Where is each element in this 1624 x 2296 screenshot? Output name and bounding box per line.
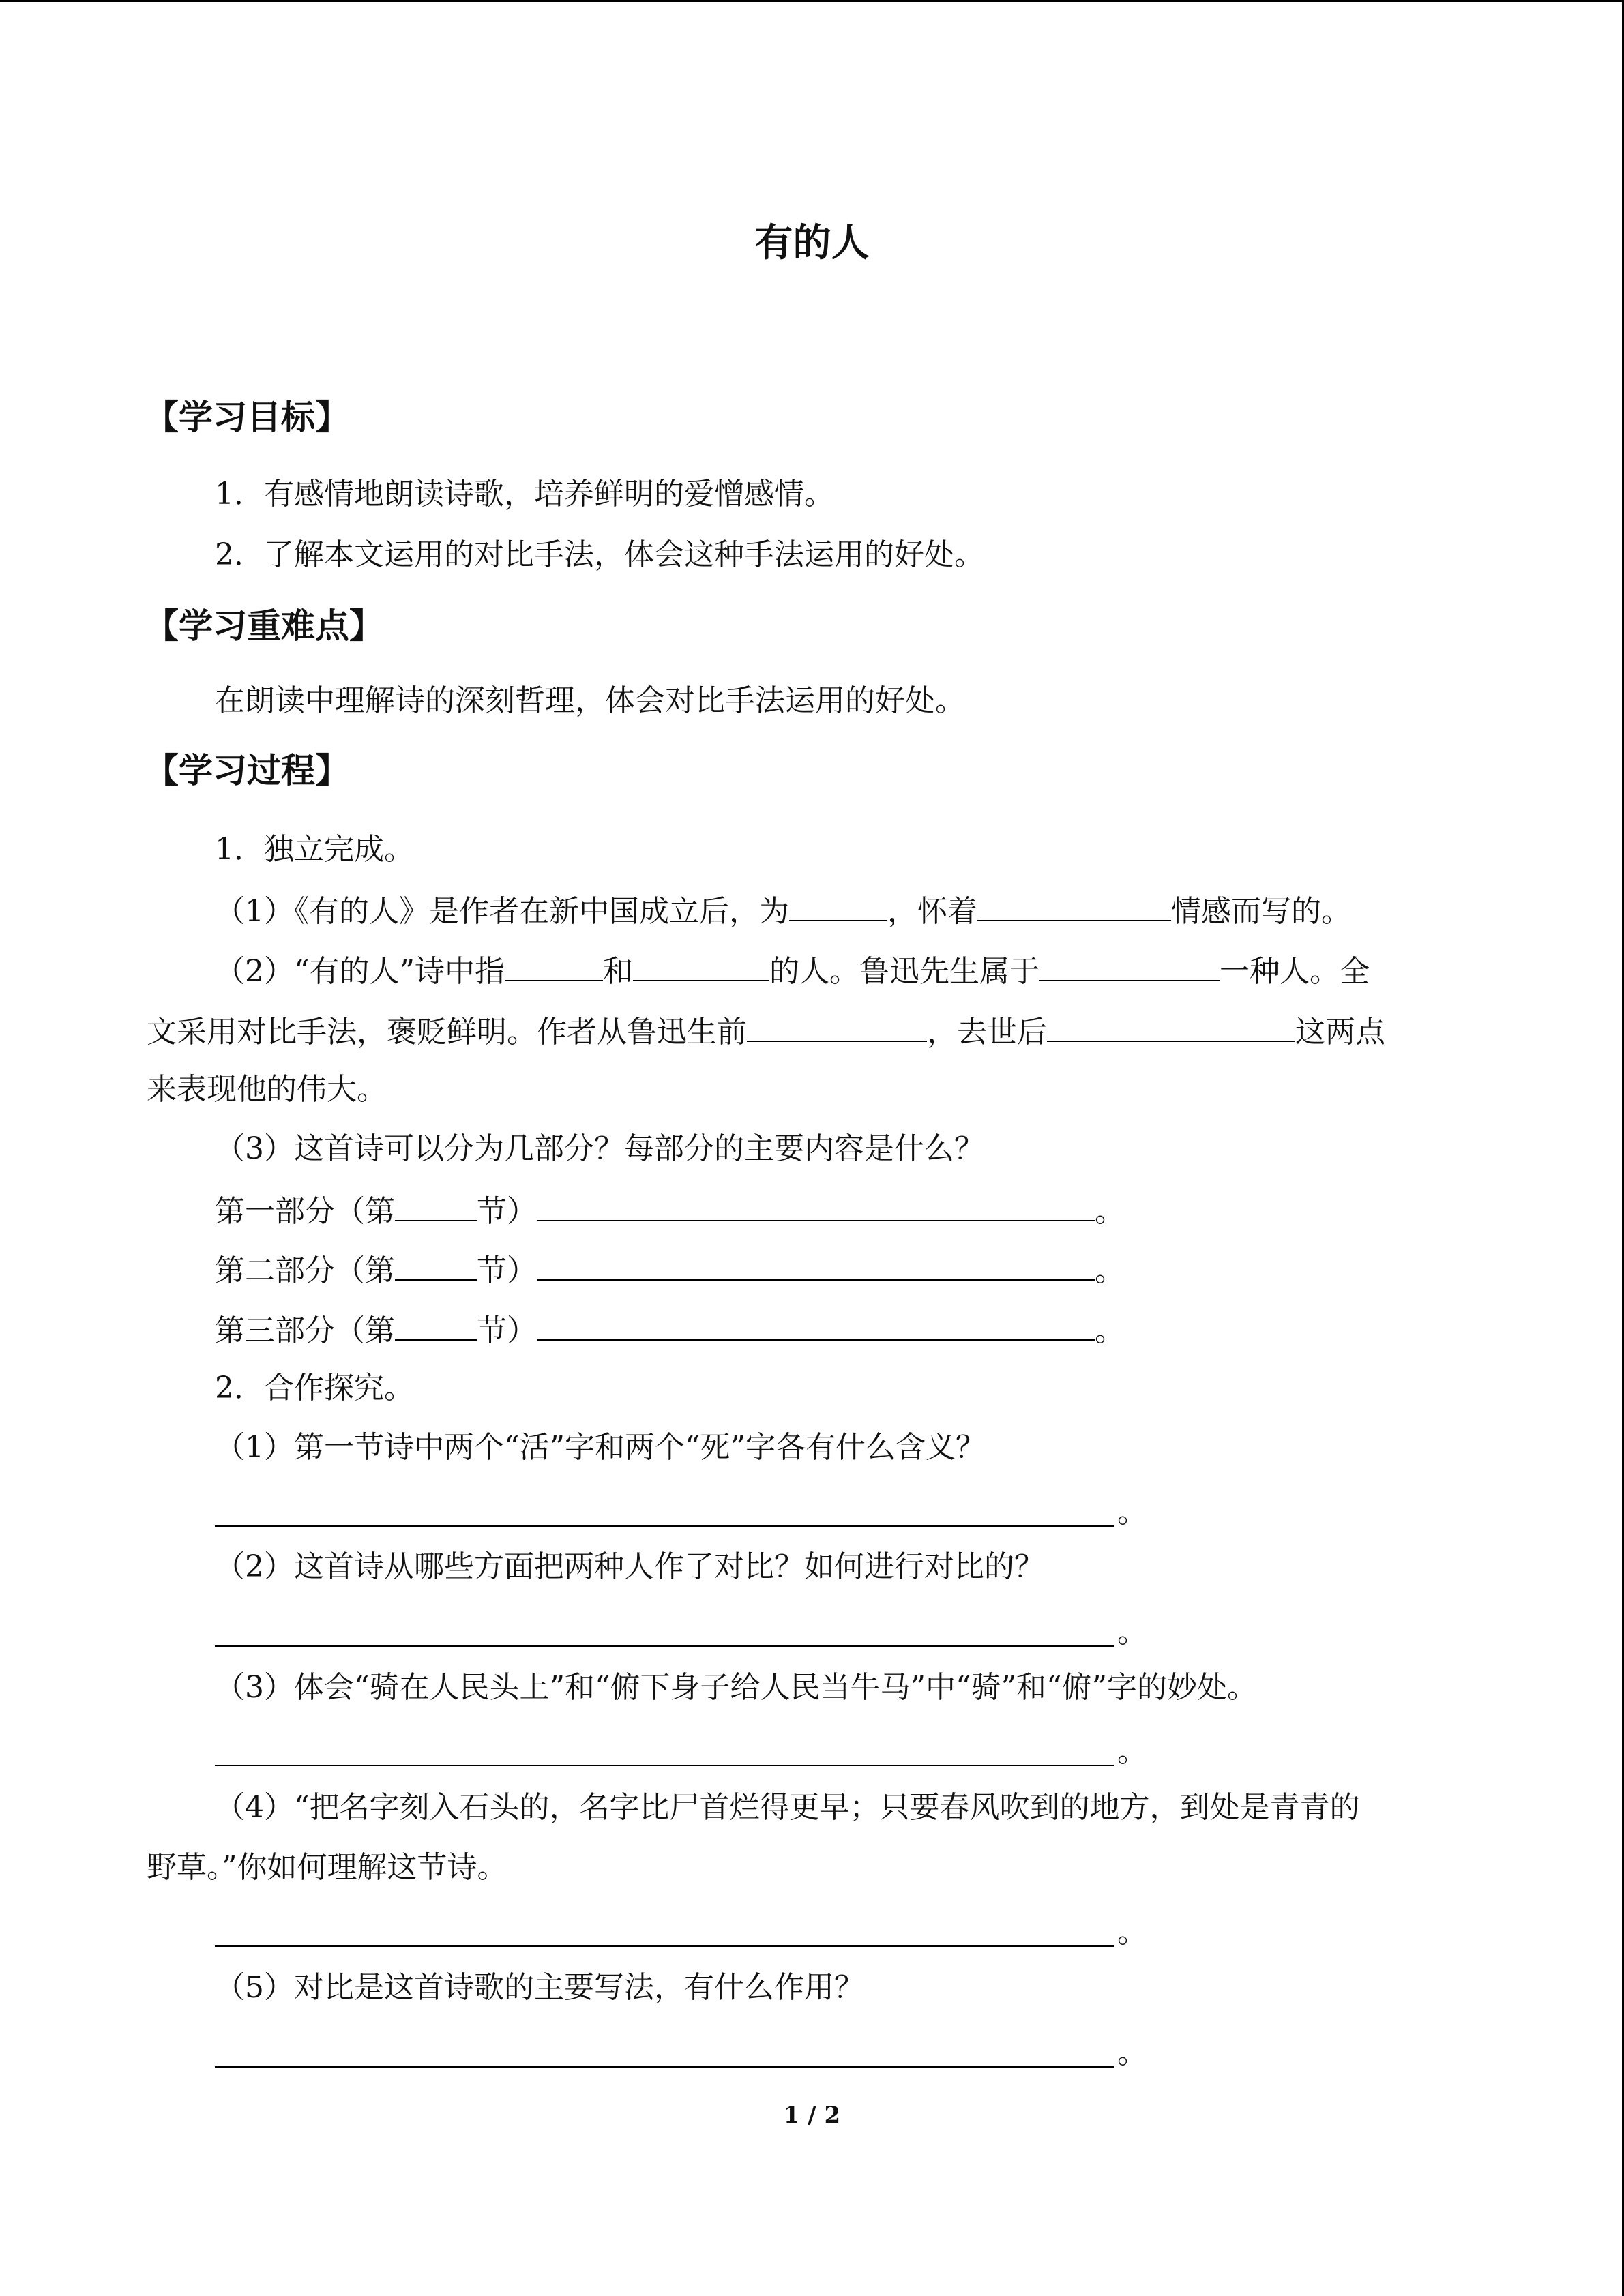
part-1-section-blank[interactable] [395, 1190, 477, 1221]
part-2-section-blank[interactable] [395, 1249, 477, 1281]
inquiry-question-2: （2）这首诗从哪些方面把两种人作了对比？如何进行对比的？ [215, 1549, 1044, 1584]
part-1-label-b: 节） [477, 1194, 537, 1229]
heading-key-points: 【学习重难点】 [145, 606, 383, 646]
question-2-line-1 [215, 950, 1370, 991]
page-number: 1 / 2 [783, 2102, 841, 2129]
answer-line-1[interactable] [215, 1525, 1114, 1527]
answer-1-period: 。 [1117, 1495, 1147, 1530]
part-row-3 [215, 1309, 1125, 1350]
q2-blank-2[interactable] [633, 950, 769, 981]
part-2-label-a: 第二部分（第 [215, 1253, 395, 1288]
goal-item-1: 1．有感情地朗读诗歌，培养鲜明的爱憎感情。 [215, 477, 834, 511]
q2-blank-4[interactable] [747, 1011, 927, 1042]
q2-text-d: 一种人。全 [1219, 954, 1370, 989]
part-3-label-a: 第三部分（第 [215, 1313, 395, 1348]
q2-text-f: ，去世后 [927, 1015, 1047, 1049]
part-1-period: 。 [1095, 1194, 1125, 1229]
answer-2-period: 。 [1117, 1615, 1147, 1650]
q2-text-e: 文采用对比手法，褒贬鲜明。作者从鲁迅生前 [147, 1015, 747, 1049]
answer-line-4[interactable] [215, 1945, 1114, 1947]
q2-blank-1[interactable] [505, 950, 603, 981]
part2-title: 2．合作探究。 [215, 1371, 414, 1405]
question-1 [215, 890, 1351, 931]
q2-text-b: 和 [602, 954, 633, 989]
question-2-line-3: 来表现他的伟大。 [147, 1072, 387, 1107]
q1-text-c: 情感而写的。 [1171, 894, 1351, 929]
answer-4-period: 。 [1117, 1915, 1147, 1950]
heading-goals: 【学习目标】 [145, 398, 349, 437]
answer-3-period: 。 [1117, 1734, 1147, 1769]
part-3-period: 。 [1095, 1313, 1125, 1348]
heading-process: 【学习过程】 [145, 751, 349, 790]
key-points-text: 在朗读中理解诗的深刻哲理，体会对比手法运用的好处。 [215, 683, 965, 718]
answer-line-2[interactable] [215, 1645, 1114, 1647]
q2-text-c: 的人。鲁迅先生属于 [769, 954, 1039, 989]
top-border [0, 0, 1624, 2]
q2-text-a: （2）“有的人”诗中指 [215, 954, 505, 989]
part-1-label-a: 第一部分（第 [215, 1194, 395, 1229]
inquiry-question-1: （1）第一节诗中两个“活”字和两个“死”字各有什么含义？ [215, 1430, 986, 1465]
question-3: （3）这首诗可以分为几部分？每部分的主要内容是什么？ [215, 1131, 984, 1166]
q2-blank-3[interactable] [1039, 950, 1220, 981]
q2-blank-5[interactable] [1047, 1011, 1295, 1042]
answer-5-period: 。 [1117, 2036, 1147, 2070]
part-row-2 [215, 1249, 1125, 1290]
inquiry-question-4-line-2: 野草。”你如何理解这节诗。 [147, 1850, 507, 1885]
inquiry-question-5: （5）对比是这首诗歌的主要写法，有什么作用？ [215, 1970, 864, 2005]
part-row-1 [215, 1190, 1125, 1231]
part-1-content-blank[interactable] [537, 1190, 1095, 1221]
answer-line-3[interactable] [215, 1765, 1114, 1766]
goal-item-2: 2．了解本文运用的对比手法，体会这种手法运用的好处。 [215, 537, 984, 572]
part-2-period: 。 [1095, 1253, 1125, 1288]
inquiry-question-3: （3）体会“骑在人民头上”和“俯下身子给人民当牛马”中“骑”和“俯”字的妙处。 [215, 1670, 1257, 1705]
q1-text-a: （1）《有的人》是作者在新中国成立后，为 [215, 894, 789, 929]
part-2-label-b: 节） [477, 1253, 537, 1288]
q2-text-g: 这两点 [1295, 1015, 1385, 1049]
part-3-label-b: 节） [477, 1313, 537, 1348]
answer-line-5[interactable] [215, 2066, 1114, 2068]
q1-blank-2[interactable] [977, 890, 1171, 921]
question-2-line-2 [147, 1011, 1385, 1052]
part-3-section-blank[interactable] [395, 1309, 477, 1341]
q1-text-b: ，怀着 [887, 894, 977, 929]
part-3-content-blank[interactable] [537, 1309, 1095, 1341]
page-title: 有的人 [754, 221, 870, 265]
inquiry-question-4-line-1: （4）“把名字刻入石头的，名字比尸首烂得更早；只要春风吹到的地方，到处是青青的 [215, 1790, 1360, 1825]
q1-blank-1[interactable] [789, 890, 887, 921]
part1-title: 1．独立完成。 [215, 832, 414, 867]
part-2-content-blank[interactable] [537, 1249, 1095, 1281]
